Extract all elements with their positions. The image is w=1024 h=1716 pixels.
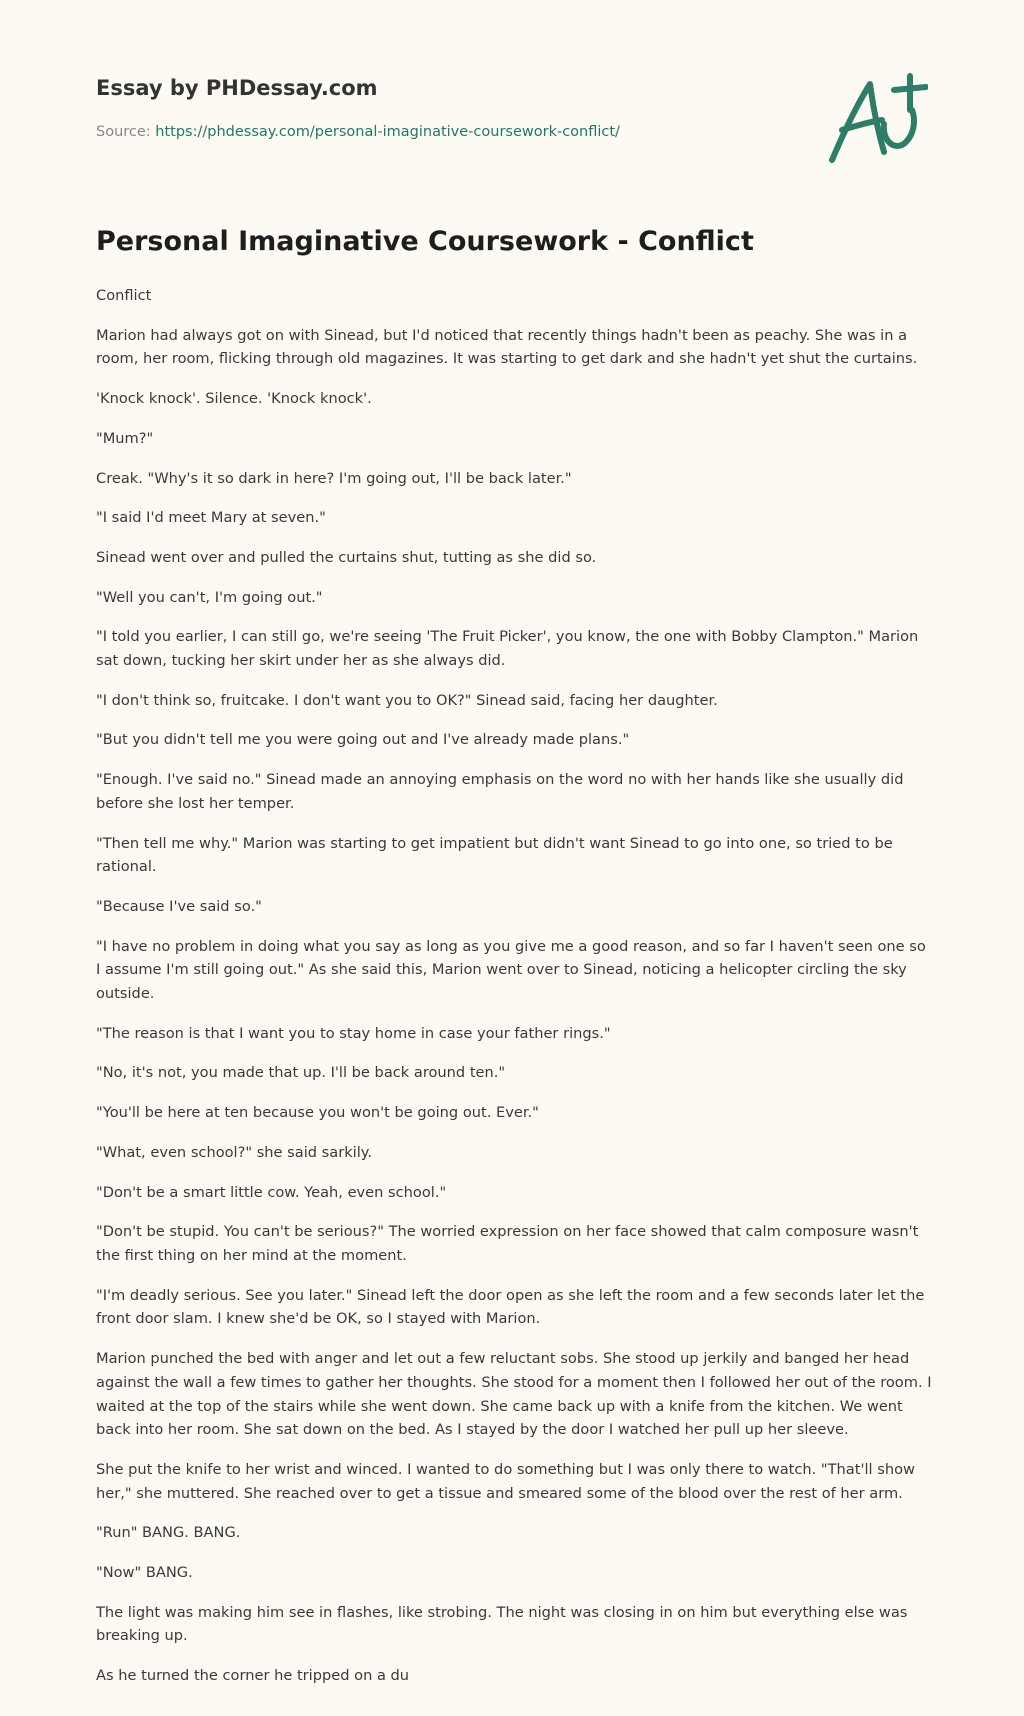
essay-paragraph: "Now" BANG. bbox=[96, 1564, 193, 1582]
essay-title: Personal Imaginative Coursework - Conflict bbox=[96, 226, 754, 257]
essay-paragraph: As he turned the corner he tripped on a du bbox=[96, 1667, 410, 1685]
essay-paragraph: "No, it's not, you made that up. I'll be back around ten." bbox=[96, 1064, 506, 1082]
essay-paragraph: "You'll be here at ten because you won't be going out. Ever." bbox=[96, 1104, 539, 1122]
a-plus-logo-icon bbox=[826, 70, 928, 166]
essay-paragraph: "Well you can't, I'm going out." bbox=[96, 588, 323, 606]
essay-paragraph: The light was making him see in flashes, like strobing. The night was closing in on him but everything else was breaking up. bbox=[96, 1603, 908, 1645]
essay-paragraph: "I said I'd meet Mary at seven." bbox=[96, 509, 326, 527]
essay-body bbox=[96, 284, 932, 1704]
essay-paragraph: "But you didn't tell me you were going out and I've already made plans." bbox=[96, 731, 630, 749]
essay-paragraph: Marion had always got on with Sinead, but I'd noticed that recently things hadn't been as peachy. She was in a room, her room, flicking through old magazines. It was starting to get dark and she hadn't yet shut the curtains. bbox=[96, 326, 918, 368]
source-link[interactable]: https://phdessay.com/personal-imaginative-coursework-conflict/ bbox=[155, 124, 620, 140]
essay-paragraph: She put the knife to her wrist and winced. I wanted to do something but I was only there to watch. "That'll show her," she muttered. She reached over to get a tissue and smeared some of the blood over the rest of her arm. bbox=[96, 1460, 915, 1502]
essay-paragraph: "Run" BANG. BANG. bbox=[96, 1524, 241, 1542]
header bbox=[96, 0, 928, 208]
essay-paragraph: "Mum?" bbox=[96, 429, 154, 447]
essay-paragraph: "Then tell me why." Marion was starting to get impatient but didn't want Sinead to go into one, so tried to be rational. bbox=[96, 834, 893, 876]
source-label: Source: bbox=[96, 124, 151, 140]
essay-paragraph: "Don't be stupid. You can't be serious?" The worried expression on her face showed that calm composure wasn't the first thing on her mind at the moment. bbox=[96, 1223, 919, 1264]
essay-paragraph: "What, even school?" she said sarkily. bbox=[96, 1143, 372, 1161]
essay-paragraph: Marion punched the bed with anger and let out a few reluctant sobs. She stood up jerkily and banged her head against the wall a few times to gather her thoughts. She stood for a moment then I followed her out of the room. I waited at the top of the stairs while she went down. She came back up with a knife from the kitchen. We went back into her room. She sat down on the bed. As I stayed by the door I watched her pull up her sleeve. bbox=[96, 1350, 932, 1439]
essay-paragraph: "I'm deadly serious. See you later." Sinead left the door open as she left the room and a few seconds later let the front door slam. I knew she'd be OK, so I stayed with Marion. bbox=[96, 1286, 925, 1328]
essay-paragraph: "The reason is that I want you to stay home in case your father rings." bbox=[96, 1024, 611, 1042]
essay-paragraph: Conflict bbox=[96, 287, 152, 304]
essay-paragraph: "I don't think so, fruitcake. I don't want you to OK?" Sinead said, facing her daughter. bbox=[96, 691, 718, 709]
essay-paragraph: Sinead went over and pulled the curtains shut, tutting as she did so. bbox=[96, 548, 597, 566]
brand-title: Essay by PHDessay.com bbox=[96, 76, 378, 100]
essay-paragraph: "I told you earlier, I can still go, we're seeing 'The Fruit Picker', you know, the one with Bobby Clampton." Marion sat down, tucking her skirt under her as she always did. bbox=[96, 628, 919, 670]
essay-paragraph: Creak. "Why's it so dark in here? I'm going out, I'll be back later." bbox=[96, 469, 572, 487]
essay-paragraph: 'Knock knock'. Silence. 'Knock knock'. bbox=[96, 390, 372, 408]
essay-paragraph: "Enough. I've said no." Sinead made an annoying emphasis on the word no with her hands like she usually did before she lost her temper. bbox=[96, 771, 904, 812]
essay-paragraph: "I have no problem in doing what you say as long as you give me a good reason, and so far I haven't seen one so I assume I'm still going out." As she said this, Marion went over to Sinead, noticing a helicopter circling the sky outside. bbox=[96, 937, 926, 1003]
source-line bbox=[96, 124, 620, 140]
essay-paragraph: "Don't be a smart little cow. Yeah, even school." bbox=[96, 1183, 447, 1201]
essay-paragraph: "Because I've said so." bbox=[96, 897, 262, 915]
